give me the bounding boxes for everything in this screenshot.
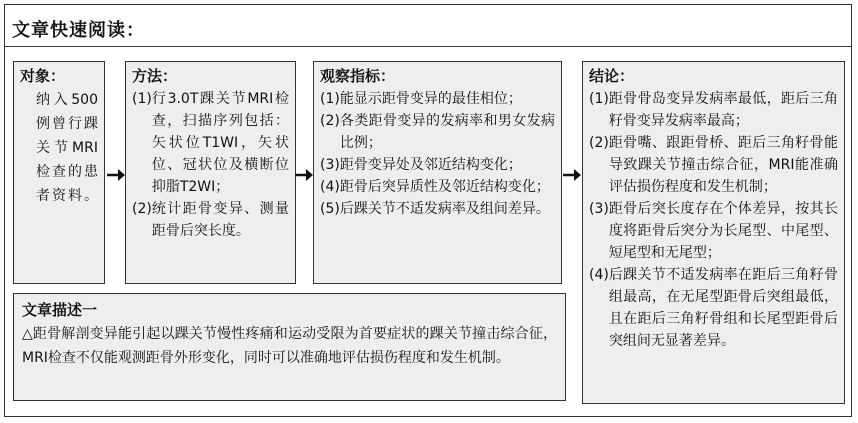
methods-item-1	[132, 88, 289, 198]
conclusions-item-text: 距骨嘴、跟距骨桥、距后三角籽骨能导致踝关节撞击综合征，MRI能准确评估损伤程度和发生机制；	[608, 135, 838, 195]
indicators-item-num: (1)	[320, 91, 340, 107]
description-title: 文章描述一	[22, 301, 98, 319]
methods-item-2	[132, 198, 289, 242]
indicators-item-num: (3)	[320, 157, 340, 173]
arrow-right-icon	[107, 168, 125, 182]
indicators-item-text: 距骨后突异质性及邻近结构变化；	[339, 179, 550, 195]
description-box	[13, 293, 566, 401]
indicators-item-3	[320, 154, 555, 176]
conclusions-item-num: (4)	[589, 267, 609, 283]
conclusions-item-1	[589, 88, 838, 132]
conclusions-item-num: (3)	[589, 201, 609, 217]
conclusions-title: 结论：	[589, 67, 635, 85]
conclusions-item-text: 距骨后突长度存在个体差异，按其长度将距骨后突分为长尾型、中尾型、短尾型和无尾型；	[608, 201, 838, 261]
indicators-item-1	[320, 88, 555, 110]
indicators-item-text: 距骨变异处及邻近结构变化；	[339, 157, 522, 173]
methods-item-text: 行3.0T踝关节MRI检查，扫描序列包括：矢状位T1WI，矢状位、冠状位及横断位抑脂T2WI；	[151, 91, 289, 195]
conclusions-item-2	[589, 132, 838, 198]
objects-text: 纳入500例曾行踝关节MRI检查的患者资料。	[36, 92, 98, 204]
indicators-item-2	[320, 110, 555, 154]
indicators-item-5	[320, 198, 555, 220]
objects-box	[13, 61, 105, 284]
header-divider	[5, 46, 851, 47]
arrow-right-icon	[295, 168, 313, 182]
indicators-title: 观察指标：	[320, 67, 396, 85]
methods-title: 方法：	[132, 67, 178, 85]
objects-title: 对象：	[20, 67, 66, 85]
indicators-item-num: (4)	[320, 179, 340, 195]
conclusions-item-text: 后踝关节不适发病率在距后三角籽骨组最高，在无尾型距骨后突组最低，且在距后三角籽骨组和长尾型距骨后突组间无显著差异。	[608, 267, 838, 349]
indicators-item-text: 后踝关节不适发病率及组间差异。	[339, 201, 550, 217]
indicators-item-text: 各类距骨变异的发病率和男女发病比例；	[339, 113, 555, 151]
conclusions-item-num: (2)	[589, 135, 609, 151]
indicators-item-4	[320, 176, 555, 198]
description-text: △距骨解剖变异能引起以踝关节慢性疼痛和运动受限为首要症状的踝关节撞击综合征，MRI检查不仅能观测距骨外形变化，同时可以准确地评估损伤程度和发生机制。	[22, 326, 557, 366]
page-title: 文章快速阅读：	[12, 20, 145, 41]
methods-box	[125, 61, 296, 284]
methods-item-num: (1)	[132, 91, 152, 107]
conclusions-item-num: (1)	[589, 91, 609, 107]
arrow-right-icon	[563, 168, 581, 182]
conclusions-item-text: 距骨骨岛变异发病率最低，距后三角籽骨变异发病率最高；	[608, 91, 838, 129]
methods-item-text: 统计距骨变异、测量距骨后突长度。	[151, 201, 289, 239]
conclusions-item-4	[589, 264, 838, 352]
indicators-item-text: 能显示距骨变异的最佳相位；	[339, 91, 522, 107]
conclusions-box	[582, 61, 845, 404]
conclusions-item-3	[589, 198, 838, 264]
methods-item-num: (2)	[132, 201, 152, 217]
indicators-box	[313, 61, 562, 284]
indicators-item-num: (2)	[320, 113, 340, 129]
indicators-item-num: (5)	[320, 201, 340, 217]
